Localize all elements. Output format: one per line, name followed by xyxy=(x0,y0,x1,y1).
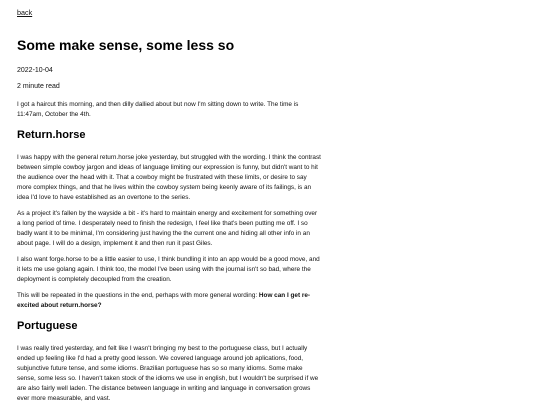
section-heading-portuguese: Portuguese xyxy=(17,320,78,332)
closing-text: This will be repeated in the questions in the end, perhaps with more general wording: xyxy=(17,292,259,299)
back-link[interactable]: back xyxy=(17,8,33,17)
paragraph: I was really tired yesterday, and felt like I wasn't bringing my best to the portuguese class, but I actually ended up feeling like I'd had a pretty good lesson. We covered language around job aplications, food, subjunctive future tense, and some idioms. Brazilian portuguese has so so many idioms. Some make sense, some less so. I haven't taken stock of the idioms we use in english, but I wouldn't be surprised if we are also fairly well laden. The distance between language in writing and language in conversation grows ever more measurable, and vast. xyxy=(17,345,319,402)
section-heading-return-horse: Return.horse xyxy=(17,129,86,141)
article xyxy=(17,8,322,404)
paragraph: I also want forge.horse to be a little easier to use, I think bundling it into an app would be a good move, and it lets me use golang again. I think too, the model I've been using with the journal isn't so bad, where the deployment is completely decoupled from the creation. xyxy=(17,256,320,283)
post-date: 2022-10-04 xyxy=(17,67,53,74)
closing-question: How can I get re-excited about return.horse? xyxy=(17,292,311,309)
page-title: Some make sense, some less so xyxy=(17,37,235,53)
read-time: 2 minute read xyxy=(17,83,60,90)
closing-paragraph xyxy=(17,291,322,311)
paragraph: I was happy with the general return.horse joke yesterday, but struggled with the wording. I think the contrast between simple cowboy jargon and ideas of language limiting our expression is funny, but didn't want to hit the audience over the head with it. That a cowboy might be frustrated with these limits, or desire to say more complex things, and that he lives within the cowboy system being keenly aware of its failings, is an idea I'd love to have established as an overtone to the series. xyxy=(17,154,321,201)
intro-paragraph: I got a haircut this morning, and then dilly dallied about but now I'm sitting down to write. The time is 11:47am, October the 4th. xyxy=(17,101,299,118)
paragraph: As a project it's fallen by the wayside a bit - it's hard to maintain energy and excitement for something over a long period of time. I desperately need to finish the redesign, I feel like that's been putting me off. I so badly want it to be minimal, I'm considering just having the the current one and hiding all other info in an about page. I will do a design, implement it and then run it past Giles. xyxy=(17,210,318,247)
